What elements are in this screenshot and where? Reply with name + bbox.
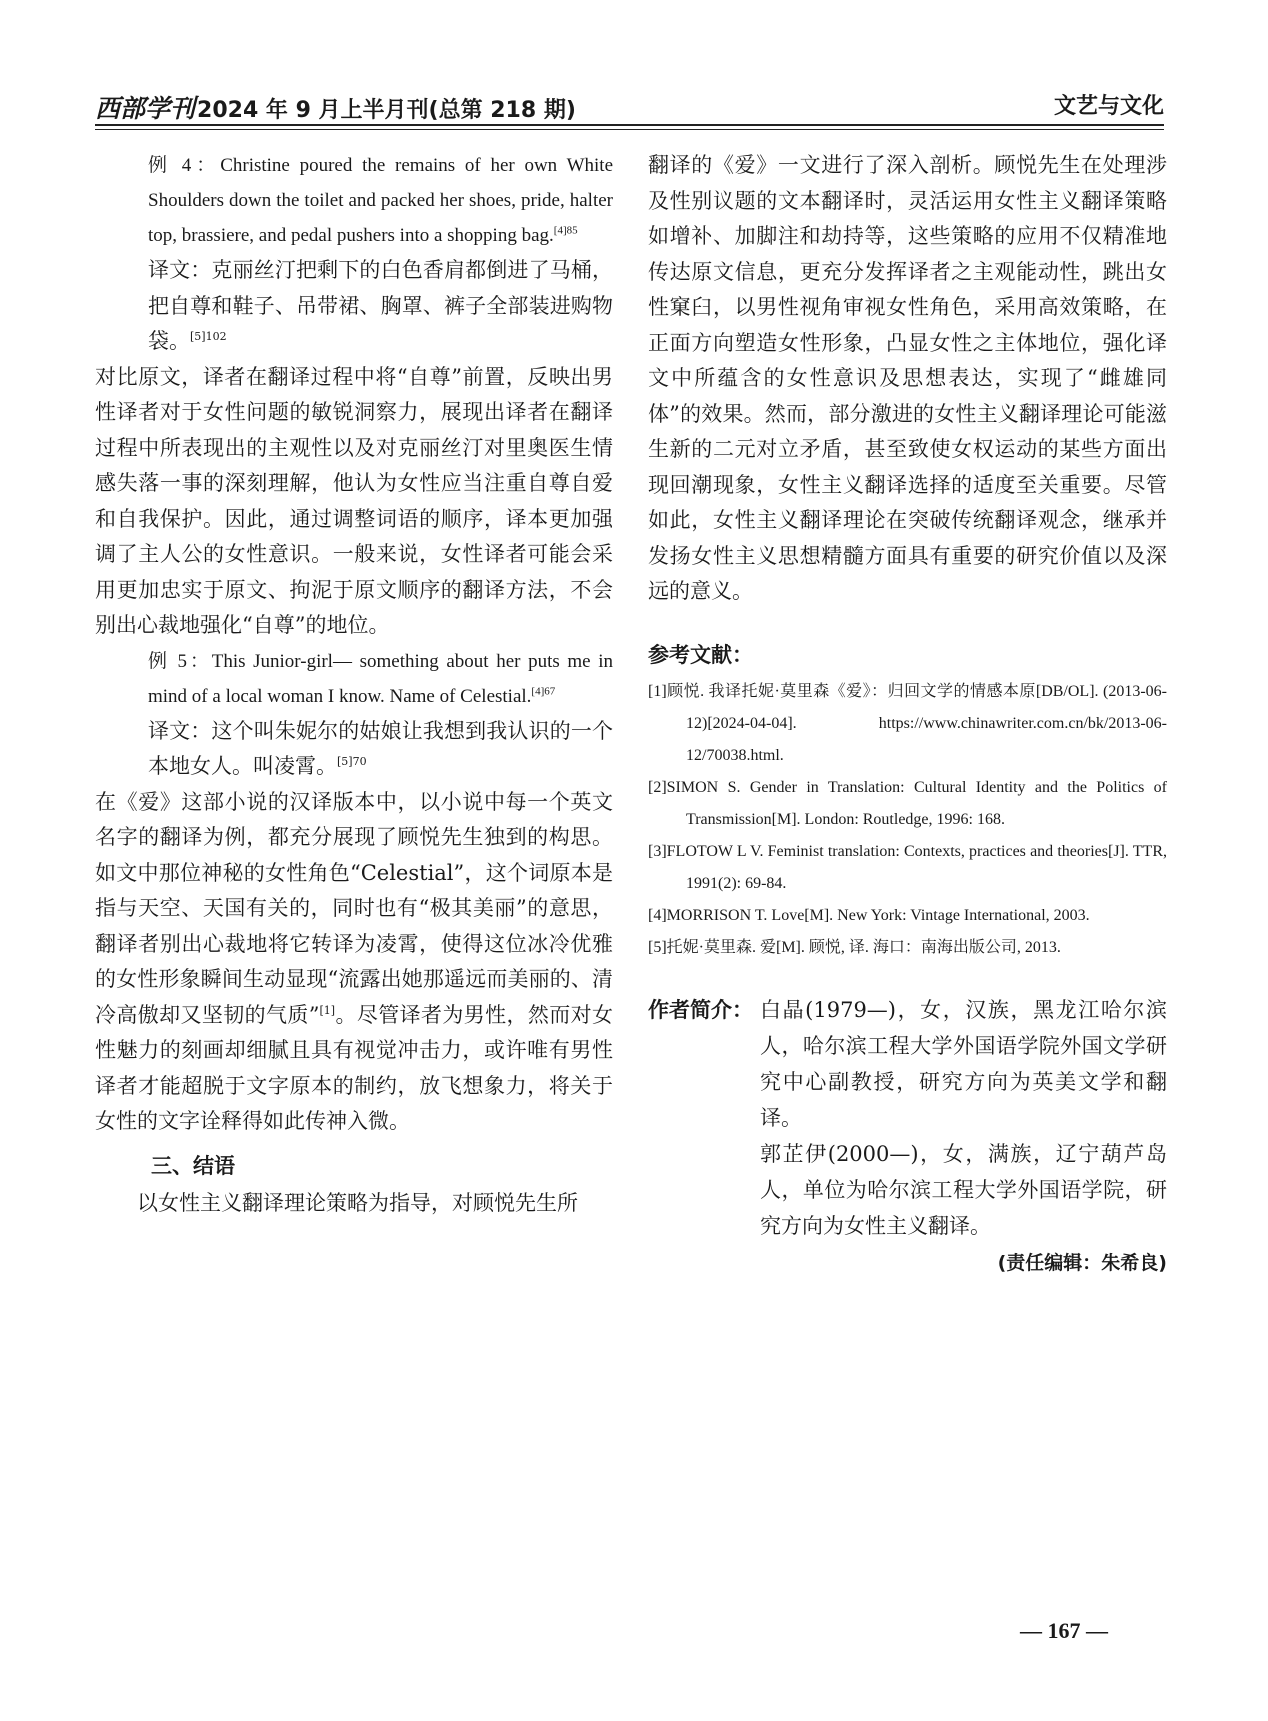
paragraph: 对比原文，译者在翻译过程中将“自尊”前置，反映出男性译者对于女性问题的敏锐洞察力，展现出译者在翻译过程中所表现出的主观性以及对克丽丝汀对里奥医生情感失落一事的深刻理解，他认为女性应当注重自尊自爱和自我保护。因此，通过调整词语的顺序，译本更加强调了主人公的女性意识。一般来说，女性译者可能会采用更加忠实于原文、拘泥于原文顺序的翻译方法，不会别出心裁地强化“自尊”的地位。: [95, 364, 613, 637]
references-heading: 参考文献：: [648, 642, 753, 667]
left-column: [95, 148, 613, 1221]
journal-name: 西部学刊: [95, 94, 196, 123]
header-journal-issue: [95, 89, 576, 125]
author-bio-1: 白晶(1979—)，女，汉族，黑龙江哈尔滨人，哈尔滨工程大学外国语学院外国文学研究中心副教授，研究方向为英美文学和翻译。: [760, 997, 1167, 1130]
example-4-translation: 译文：克丽丝汀把剩下的白色香肩都倒进了马桶，把自尊和鞋子、吊带裙、胸罩、裤子全部装进购物袋。$^{[5]102}$: [148, 258, 613, 353]
responsible-editor: (责任编辑：朱希良): [997, 1251, 1167, 1274]
section-heading: 三、结语: [151, 1153, 235, 1178]
citation: [4]85: [553, 224, 578, 237]
author-bio-2: 郭芷伊(2000—)，女，满族，辽宁葫芦岛人，单位为哈尔滨工程大学外国语学院，研究方向为女性主义翻译。: [760, 1141, 1167, 1238]
paragraph: 翻译的《爱》一文进行了深入剖析。顾悦先生在处理涉及性别议题的文本翻译时，灵活运用女性主义翻译策略如增补、加脚注和劫持等，这些策略的应用不仅精准地传达原文信息，更充分发挥译者之主观能动性，跳出女性窠臼，以男性视角审视女性角色，采用高效策略，在正面方向塑造女性形象，凸显女性之主体地位，强化译文中所蕴含的女性意识及思想表达，实现了“雌雄同体”的效果。然而，部分激进的女性主义翻译理论可能滋生新的二元对立矛盾，甚至致使女权运动的某些方面出现回潮现象，女性主义翻译选择的适度至关重要。尽管如此，女性主义翻译理论在突破传统翻译观念，继承并发扬女性主义思想精髓方面具有重要的研究价值以及深远的意义。: [648, 153, 1167, 603]
reference-item: [5]托妮·莫里森. 爱[M]. 顾悦, 译. 海口：南海出版公司, 2013.: [648, 938, 1061, 956]
header-rule: [95, 124, 1164, 126]
reference-item: [2]SIMON S. Gender in Translation: Cultural Identity and the Politics of Transmission[M]. London: Routledge, 1996: 168.: [648, 778, 1167, 828]
citation: [5]70: [337, 755, 367, 768]
paragraph: 在《爱》这部小说的汉译版本中，以小说中每一个英文名字的翻译为例，都充分展现了顾悦先生独到的构思。如文中那位神秘的女性角色“Celestial”，这个词原本是指与天空、天国有关的，同时也有“极其美丽”的意思，翻译者别出心裁地将它转译为凌霄，使得这位冰冷优雅的女性形象瞬间生动显现“流露出她那遥远而美丽的、清冷高傲却又坚韧的气质”[1]。尽管译者为男性，然而对女性魅力的刻画却细腻且具有视觉冲击力，或许唯有男性译者才能超脱于文字原本的制约，放飞想象力，将关于女性的文字诠释得如此传神入微。: [95, 789, 613, 1133]
header-section: 文艺与文化: [1053, 94, 1164, 119]
citation: [4]67: [531, 685, 556, 698]
page-number: — 167 —: [1020, 1618, 1108, 1643]
paragraph: 以女性主义翻译理论策略为指导，对顾悦先生所: [137, 1190, 578, 1215]
reference-item: [3]FLOTOW L V. Feminist translation: Contexts, practices and theories[J]. TTR, 1991(2): 69-84.: [648, 842, 1167, 892]
author-bio: [648, 992, 1167, 1244]
author-bio-label: 作者简介：: [648, 997, 753, 1022]
right-column: [648, 148, 1167, 1280]
citation: [1]: [319, 1003, 336, 1017]
header-rule-thin: [95, 129, 1164, 130]
reference-item: [4]MORRISON T. Love[M]. New York: Vintage International, 2003.: [648, 906, 1090, 924]
example-4-english: 例 4：Christine poured the remains of her own White Shoulders down the toilet and packed her shoes, pride, halter top, brassiere, and pedal pushers into a shopping bag.$^{[4]85}$: [148, 155, 613, 246]
issue-info: 2024 年 9 月上半月刊(总第 218 期): [197, 98, 576, 123]
example-5-english: 例 5：This Junior-girl— something about her puts me in mind of a local woman I know. Name of Celestial.$^{[4]67}$: [148, 650, 613, 707]
reference-item: [1]顾悦. 我译托妮·莫里森《爱》：归回文学的情感本原[DB/OL]. (2013-06-12)[2024-04-04]. https://www.chinawriter.com.cn/bk/2013-06-12/70038.html.: [648, 682, 1167, 764]
citation: [5]102: [190, 330, 227, 343]
example-5-translation: 译文：这个叫朱妮尔的姑娘让我想到我认识的一个本地女人。叫凌霄。$^{[5]70}$: [148, 718, 613, 778]
page-header: [95, 83, 1164, 123]
